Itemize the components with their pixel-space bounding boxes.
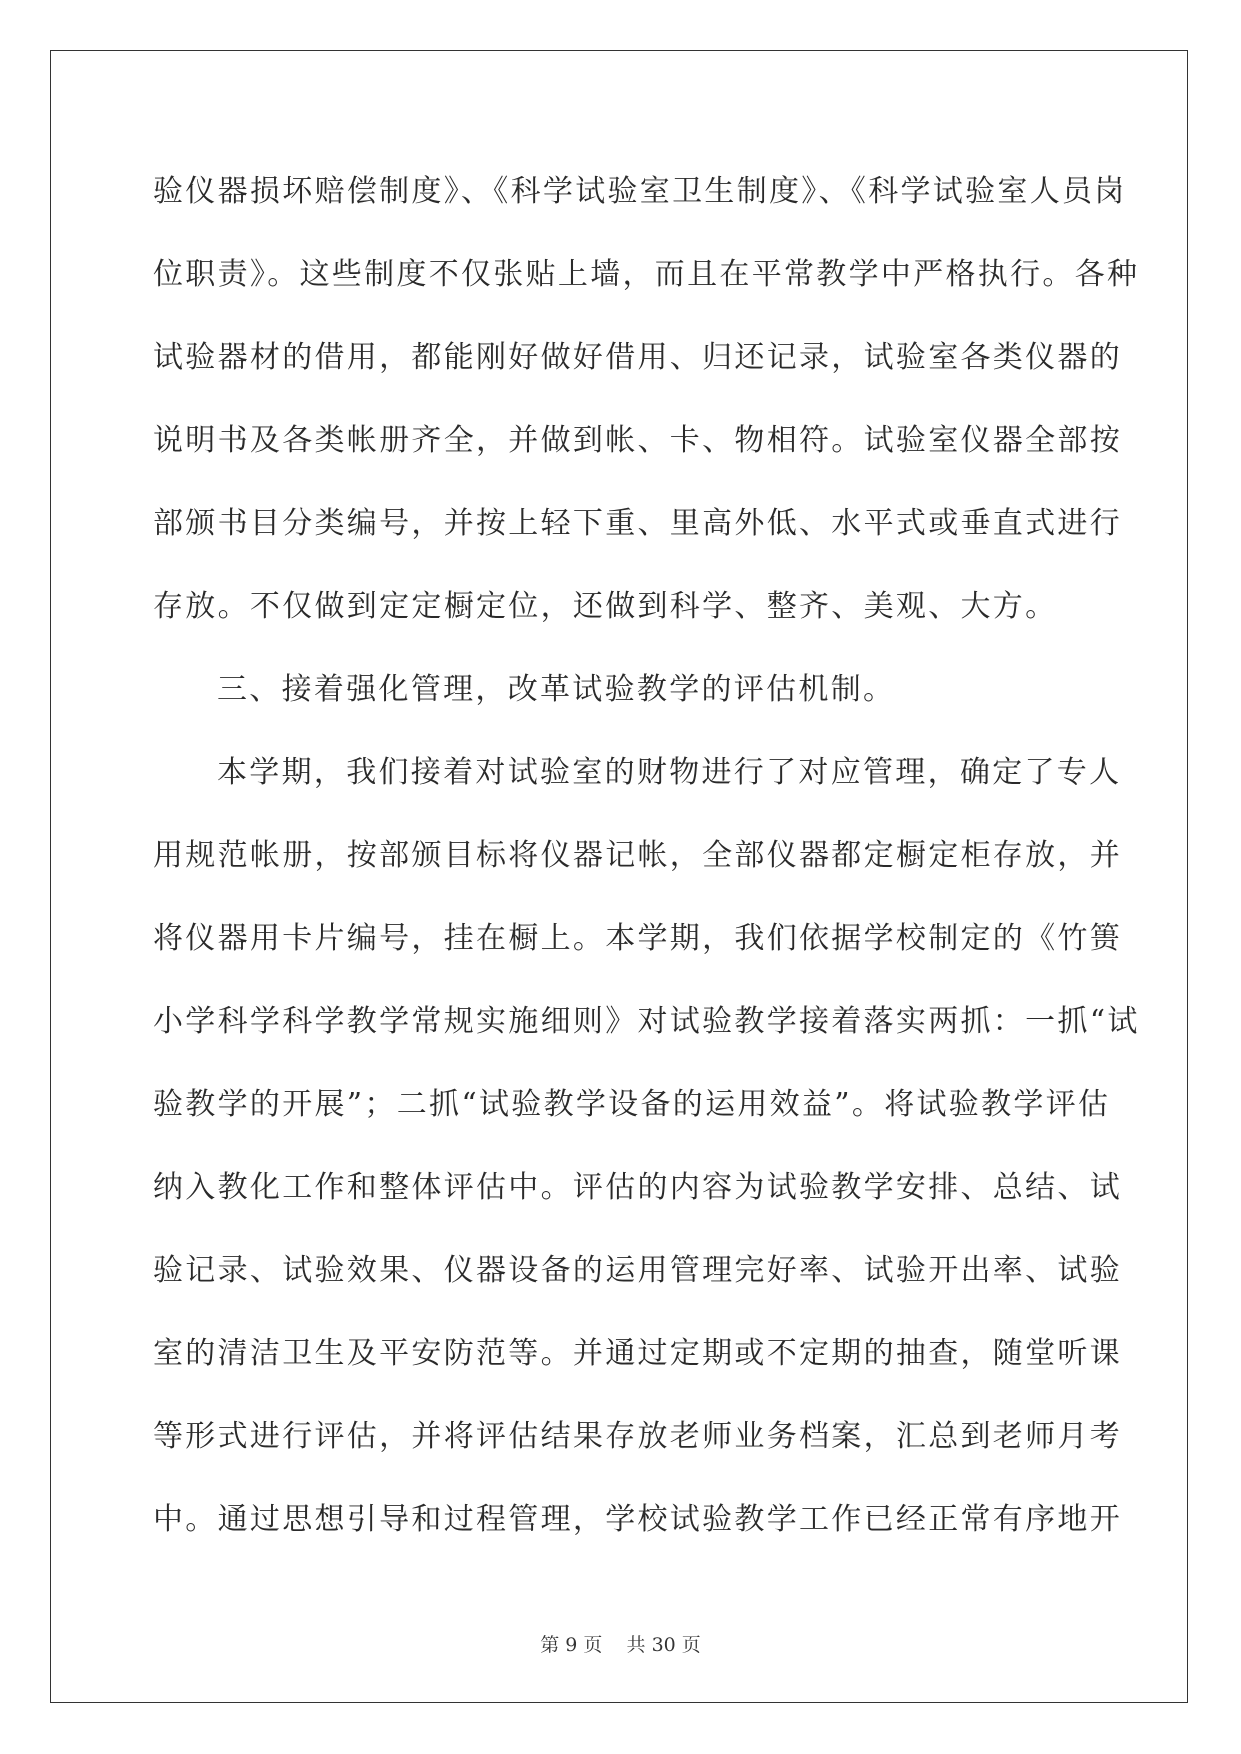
section-heading: 三、接着强化管理，改革试验教学的评估机制。 [217,672,896,707]
text-line-13: 纳入教化工作和整体评估中。评估的内容为试验教学安排、总结、试 [153,1170,1122,1205]
page-total: 共 30 页 [626,1634,701,1656]
text-line-9: 用规范帐册，按部颁目标将仪器记帐，全部仪器都定橱定柜存放，并 [153,838,1122,873]
text-line-11: 小学科学科学教学常规实施细则》对试验教学接着落实两抓：一抓“试 [153,1004,1140,1039]
text-line-3: 试验器材的借用，都能刚好做好借用、归还记录，试验室各类仪器的 [153,340,1122,375]
text-line-15: 室的清洁卫生及平安防范等。并通过定期或不定期的抽查，随堂听课 [153,1336,1122,1371]
text-line-5: 部颁书目分类编号，并按上轻下重、里高外低、水平式或垂直式进行 [153,506,1122,541]
text-line-4: 说明书及各类帐册齐全，并做到帐、卡、物相符。试验室仪器全部按 [153,423,1122,458]
text-line-6: 存放。不仅做到定定橱定位，还做到科学、整齐、美观、大方。 [153,589,1058,624]
text-line-12: 验教学的开展”；二抓“试验教学设备的运用效益”。将试验教学评估 [153,1087,1111,1122]
document-body [153,162,1140,1573]
text-line-14: 验记录、试验效果、仪器设备的运用管理完好率、试验开出率、试验 [153,1253,1122,1288]
text-line-17: 中。通过思想引导和过程管理，学校试验教学工作已经正常有序地开 [153,1502,1122,1537]
text-line-2: 位职责》。这些制度不仅张贴上墙，而且在平常教学中严格执行。各种 [153,257,1140,292]
text-line-10: 将仪器用卡片编号，挂在橱上。本学期，我们依据学校制定的《竹篑 [153,921,1122,956]
text-line-8: 本学期，我们接着对试验室的财物进行了对应管理，确定了专人 [217,755,1122,790]
text-line-1: 验仪器损坏赔偿制度》、《科学试验室卫生制度》、《科学试验室人员岗 [153,174,1127,209]
page-number: 第 9 页 [540,1634,603,1656]
page-footer [0,1630,1241,1657]
text-line-16: 等形式进行评估，并将评估结果存放老师业务档案，汇总到老师月考 [153,1419,1122,1454]
